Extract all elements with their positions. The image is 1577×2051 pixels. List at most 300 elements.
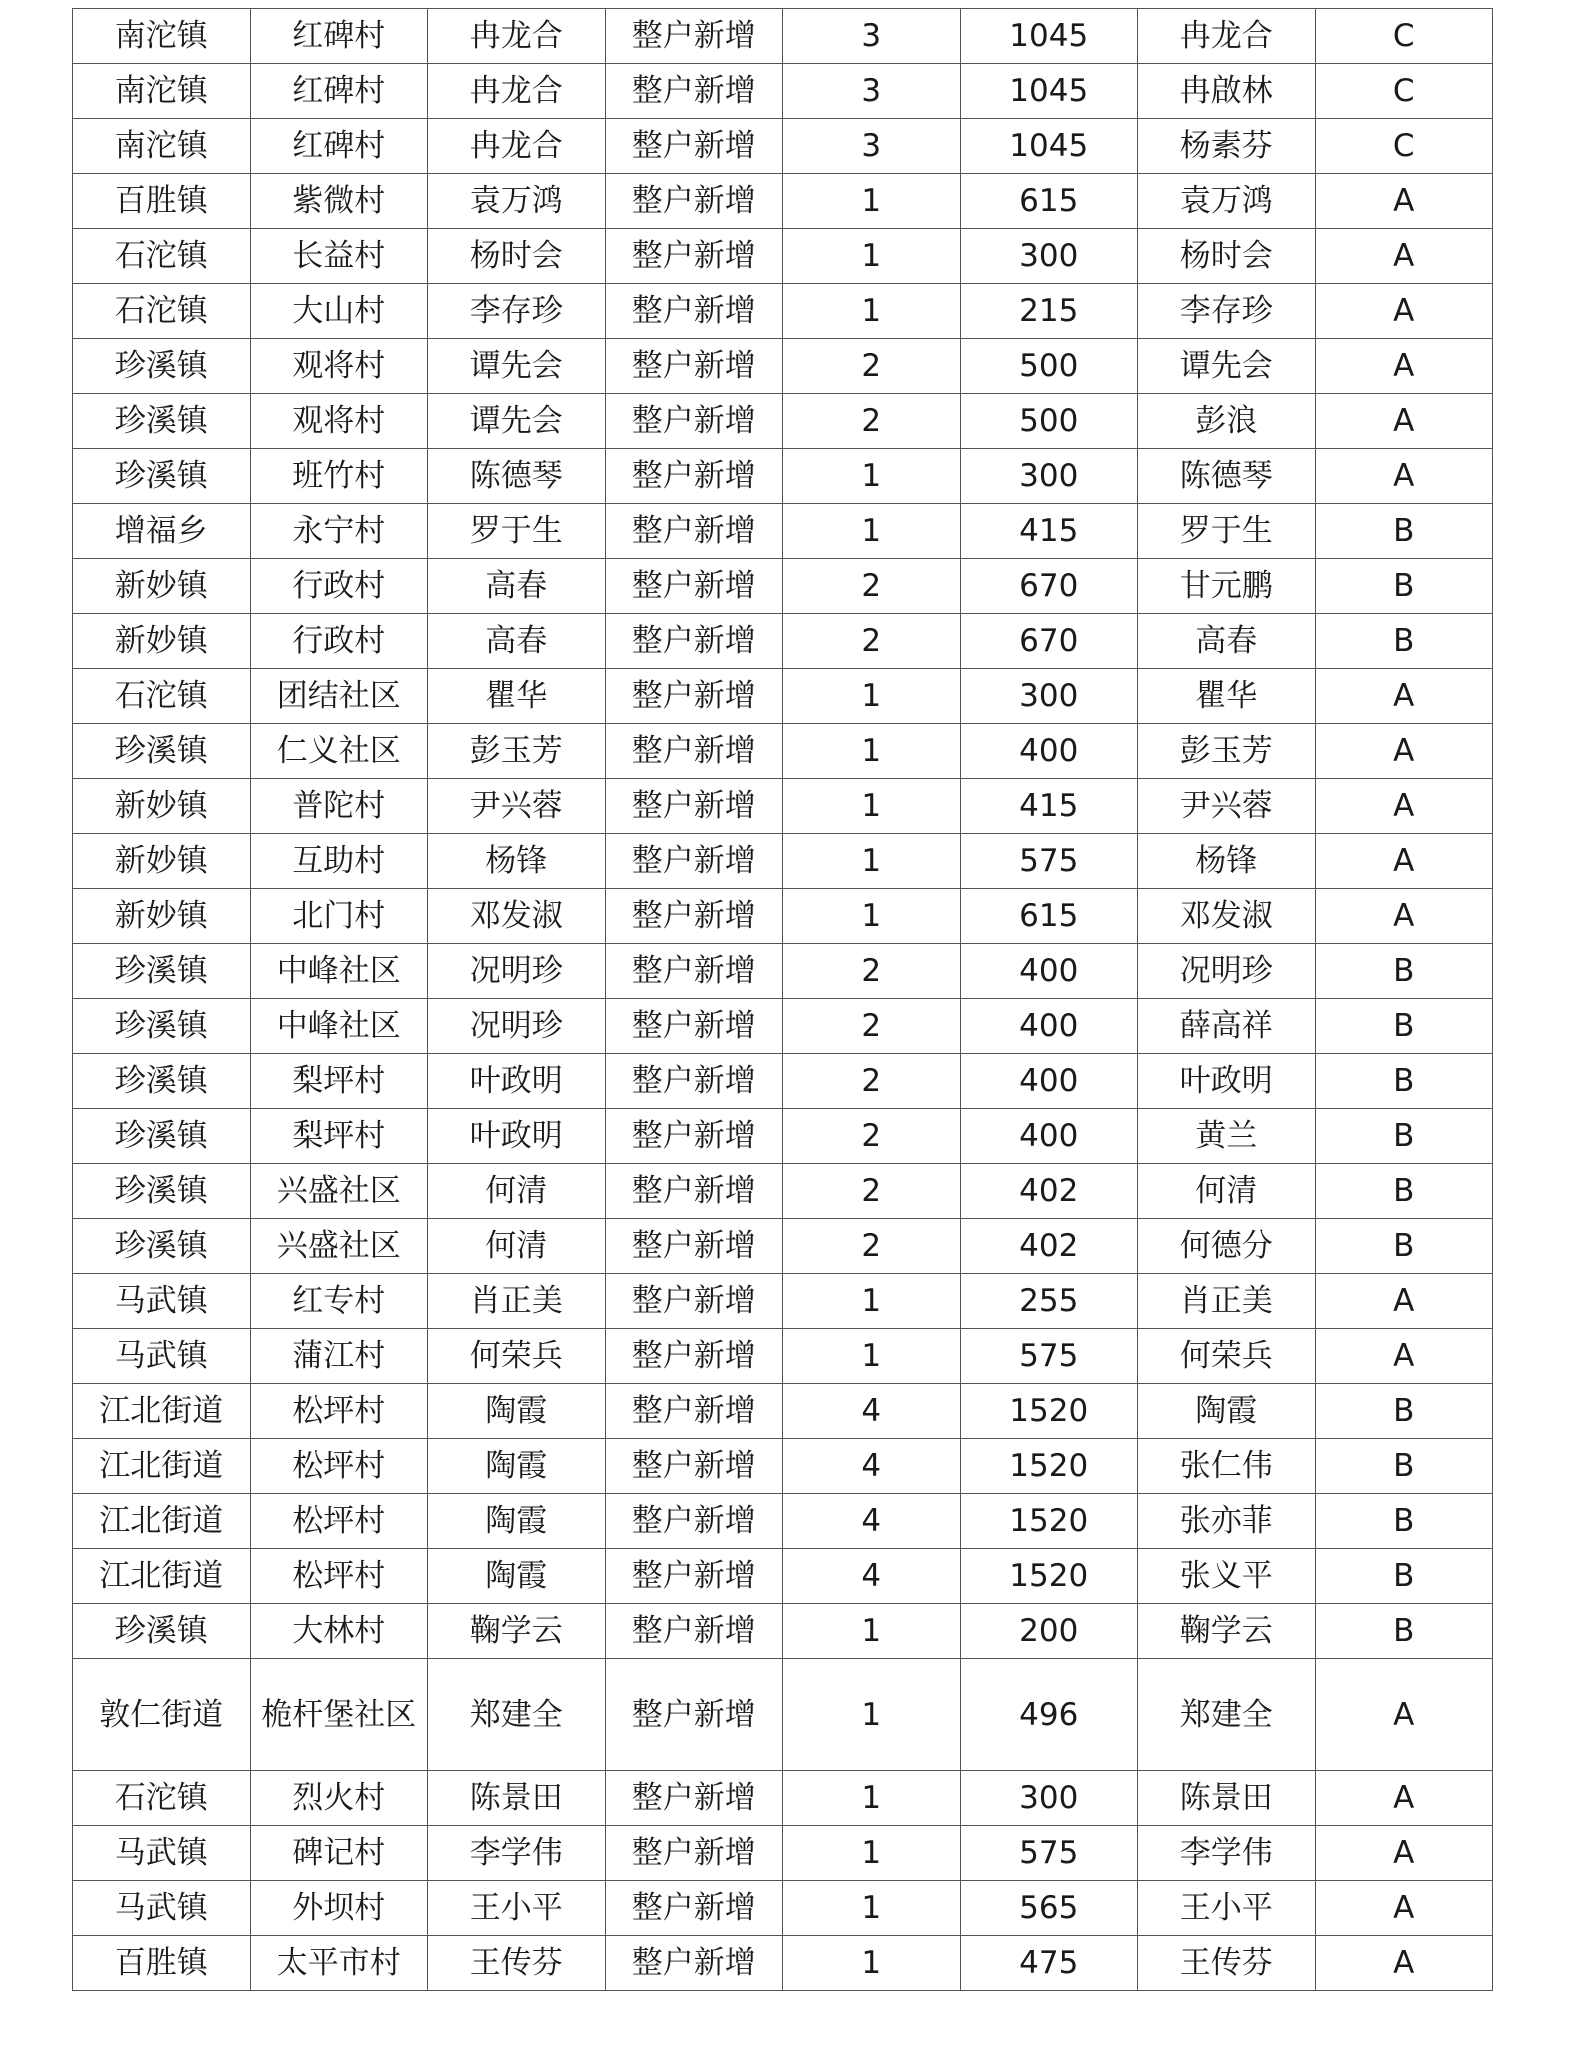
table-row (73, 1494, 1493, 1549)
village-cell: 松坪村 (250, 1439, 428, 1494)
amount-cell: 496 (960, 1659, 1138, 1771)
household-head-cell: 何清 (428, 1164, 606, 1219)
household-head-cell: 高春 (428, 614, 606, 669)
village-cell: 红碑村 (250, 9, 428, 64)
household-size-cell: 1 (783, 229, 961, 284)
type-cell: 整户新增 (605, 119, 783, 174)
household-size-cell: 2 (783, 944, 961, 999)
household-head-cell: 冉龙合 (428, 119, 606, 174)
table-row (73, 1109, 1493, 1164)
town-cell: 珍溪镇 (73, 724, 251, 779)
village-cell: 外坝村 (250, 1881, 428, 1936)
type-cell: 整户新增 (605, 1274, 783, 1329)
amount-cell: 575 (960, 1329, 1138, 1384)
household-size-cell: 1 (783, 669, 961, 724)
member-name-cell: 况明珍 (1138, 944, 1316, 999)
grade-cell: A (1315, 669, 1493, 724)
member-name-cell: 郑建全 (1138, 1659, 1316, 1771)
type-cell: 整户新增 (605, 1771, 783, 1826)
village-cell: 长益村 (250, 229, 428, 284)
town-cell: 珍溪镇 (73, 1109, 251, 1164)
town-cell: 新妙镇 (73, 559, 251, 614)
household-size-cell: 4 (783, 1494, 961, 1549)
grade-cell: B (1315, 1494, 1493, 1549)
member-name-cell: 彭浪 (1138, 394, 1316, 449)
town-cell: 新妙镇 (73, 614, 251, 669)
household-size-cell: 3 (783, 64, 961, 119)
village-cell: 兴盛社区 (250, 1219, 428, 1274)
member-name-cell: 邓发淑 (1138, 889, 1316, 944)
household-size-cell: 1 (783, 174, 961, 229)
household-size-cell: 4 (783, 1439, 961, 1494)
household-size-cell: 1 (783, 724, 961, 779)
town-cell: 百胜镇 (73, 1936, 251, 1991)
member-name-cell: 谭先会 (1138, 339, 1316, 394)
table-row (73, 229, 1493, 284)
town-cell: 珍溪镇 (73, 944, 251, 999)
village-cell: 紫微村 (250, 174, 428, 229)
table-row (73, 174, 1493, 229)
grade-cell: B (1315, 1219, 1493, 1274)
type-cell: 整户新增 (605, 1881, 783, 1936)
type-cell: 整户新增 (605, 614, 783, 669)
amount-cell: 215 (960, 284, 1138, 339)
town-cell: 南沱镇 (73, 9, 251, 64)
grade-cell: B (1315, 1439, 1493, 1494)
household-head-cell: 何清 (428, 1219, 606, 1274)
type-cell: 整户新增 (605, 394, 783, 449)
town-cell: 珍溪镇 (73, 1164, 251, 1219)
household-size-cell: 1 (783, 504, 961, 559)
household-head-cell: 陶霞 (428, 1384, 606, 1439)
household-size-cell: 2 (783, 1054, 961, 1109)
table-row (73, 1881, 1493, 1936)
household-head-cell: 高春 (428, 559, 606, 614)
grade-cell: A (1315, 889, 1493, 944)
type-cell: 整户新增 (605, 1549, 783, 1604)
household-size-cell: 1 (783, 449, 961, 504)
household-head-cell: 陈景田 (428, 1771, 606, 1826)
household-size-cell: 2 (783, 394, 961, 449)
household-head-cell: 陶霞 (428, 1549, 606, 1604)
town-cell: 马武镇 (73, 1881, 251, 1936)
amount-cell: 415 (960, 779, 1138, 834)
member-name-cell: 何德分 (1138, 1219, 1316, 1274)
village-cell: 行政村 (250, 559, 428, 614)
amount-cell: 500 (960, 339, 1138, 394)
type-cell: 整户新增 (605, 1164, 783, 1219)
record-table-container (72, 8, 1492, 1991)
amount-cell: 1045 (960, 64, 1138, 119)
grade-cell: A (1315, 229, 1493, 284)
town-cell: 增福乡 (73, 504, 251, 559)
member-name-cell: 尹兴蓉 (1138, 779, 1316, 834)
household-size-cell: 2 (783, 1109, 961, 1164)
grade-cell: B (1315, 1549, 1493, 1604)
household-head-cell: 罗于生 (428, 504, 606, 559)
town-cell: 马武镇 (73, 1329, 251, 1384)
town-cell: 珍溪镇 (73, 449, 251, 504)
village-cell: 松坪村 (250, 1384, 428, 1439)
village-cell: 大山村 (250, 284, 428, 339)
table-row (73, 1826, 1493, 1881)
village-cell: 红专村 (250, 1274, 428, 1329)
grade-cell: B (1315, 944, 1493, 999)
amount-cell: 400 (960, 1054, 1138, 1109)
household-size-cell: 3 (783, 9, 961, 64)
grade-cell: C (1315, 64, 1493, 119)
household-size-cell: 1 (783, 1771, 961, 1826)
amount-cell: 565 (960, 1881, 1138, 1936)
table-row (73, 999, 1493, 1054)
amount-cell: 615 (960, 174, 1138, 229)
member-name-cell: 陈德琴 (1138, 449, 1316, 504)
town-cell: 珍溪镇 (73, 999, 251, 1054)
grade-cell: A (1315, 1771, 1493, 1826)
type-cell: 整户新增 (605, 229, 783, 284)
town-cell: 石沱镇 (73, 229, 251, 284)
amount-cell: 400 (960, 999, 1138, 1054)
household-head-cell: 杨时会 (428, 229, 606, 284)
amount-cell: 400 (960, 1109, 1138, 1164)
amount-cell: 300 (960, 669, 1138, 724)
grade-cell: B (1315, 1384, 1493, 1439)
town-cell: 珍溪镇 (73, 1219, 251, 1274)
town-cell: 新妙镇 (73, 889, 251, 944)
household-head-cell: 谭先会 (428, 394, 606, 449)
amount-cell: 670 (960, 614, 1138, 669)
household-head-cell: 冉龙合 (428, 64, 606, 119)
table-row (73, 64, 1493, 119)
household-size-cell: 1 (783, 1826, 961, 1881)
grade-cell: B (1315, 999, 1493, 1054)
table-row (73, 504, 1493, 559)
town-cell: 珍溪镇 (73, 339, 251, 394)
town-cell: 江北街道 (73, 1549, 251, 1604)
village-cell: 大林村 (250, 1604, 428, 1659)
type-cell: 整户新增 (605, 1494, 783, 1549)
type-cell: 整户新增 (605, 64, 783, 119)
member-name-cell: 甘元鹏 (1138, 559, 1316, 614)
amount-cell: 1520 (960, 1439, 1138, 1494)
amount-cell: 402 (960, 1164, 1138, 1219)
record-table-body (73, 9, 1493, 1991)
town-cell: 石沱镇 (73, 669, 251, 724)
member-name-cell: 何清 (1138, 1164, 1316, 1219)
amount-cell: 1045 (960, 9, 1138, 64)
grade-cell: B (1315, 1164, 1493, 1219)
amount-cell: 500 (960, 394, 1138, 449)
village-cell: 碑记村 (250, 1826, 428, 1881)
village-cell: 北门村 (250, 889, 428, 944)
household-head-cell: 叶政明 (428, 1109, 606, 1164)
village-cell: 红碑村 (250, 119, 428, 174)
household-size-cell: 1 (783, 1659, 961, 1771)
table-row (73, 1659, 1493, 1771)
household-head-cell: 陶霞 (428, 1439, 606, 1494)
grade-cell: B (1315, 1604, 1493, 1659)
amount-cell: 255 (960, 1274, 1138, 1329)
record-table (72, 8, 1493, 1991)
type-cell: 整户新增 (605, 1604, 783, 1659)
table-row (73, 1604, 1493, 1659)
household-head-cell: 瞿华 (428, 669, 606, 724)
amount-cell: 200 (960, 1604, 1138, 1659)
household-head-cell: 谭先会 (428, 339, 606, 394)
town-cell: 江北街道 (73, 1384, 251, 1439)
village-cell: 中峰社区 (250, 999, 428, 1054)
type-cell: 整户新增 (605, 174, 783, 229)
household-size-cell: 2 (783, 614, 961, 669)
grade-cell: A (1315, 339, 1493, 394)
table-row (73, 1329, 1493, 1384)
household-head-cell: 邓发淑 (428, 889, 606, 944)
type-cell: 整户新增 (605, 1219, 783, 1274)
table-row (73, 669, 1493, 724)
village-cell: 梨坪村 (250, 1109, 428, 1164)
town-cell: 珍溪镇 (73, 1604, 251, 1659)
member-name-cell: 张亦菲 (1138, 1494, 1316, 1549)
amount-cell: 670 (960, 559, 1138, 614)
household-head-cell: 何荣兵 (428, 1329, 606, 1384)
village-cell: 松坪村 (250, 1549, 428, 1604)
household-size-cell: 1 (783, 1604, 961, 1659)
grade-cell: B (1315, 559, 1493, 614)
member-name-cell: 杨时会 (1138, 229, 1316, 284)
household-head-cell: 李学伟 (428, 1826, 606, 1881)
member-name-cell: 袁万鸿 (1138, 174, 1316, 229)
town-cell: 百胜镇 (73, 174, 251, 229)
town-cell: 敦仁街道 (73, 1659, 251, 1771)
village-cell: 仁义社区 (250, 724, 428, 779)
village-cell: 松坪村 (250, 1494, 428, 1549)
type-cell: 整户新增 (605, 284, 783, 339)
type-cell: 整户新增 (605, 1659, 783, 1771)
household-size-cell: 2 (783, 1219, 961, 1274)
village-cell: 观将村 (250, 339, 428, 394)
table-row (73, 724, 1493, 779)
town-cell: 南沱镇 (73, 119, 251, 174)
member-name-cell: 李存珍 (1138, 284, 1316, 339)
table-row (73, 449, 1493, 504)
type-cell: 整户新增 (605, 9, 783, 64)
type-cell: 整户新增 (605, 669, 783, 724)
member-name-cell: 张义平 (1138, 1549, 1316, 1604)
table-row (73, 1274, 1493, 1329)
amount-cell: 475 (960, 1936, 1138, 1991)
grade-cell: A (1315, 1329, 1493, 1384)
town-cell: 江北街道 (73, 1494, 251, 1549)
household-head-cell: 陶霞 (428, 1494, 606, 1549)
household-head-cell: 李存珍 (428, 284, 606, 339)
amount-cell: 575 (960, 834, 1138, 889)
village-cell: 普陀村 (250, 779, 428, 834)
grade-cell: A (1315, 174, 1493, 229)
village-cell: 太平市村 (250, 1936, 428, 1991)
town-cell: 珍溪镇 (73, 1054, 251, 1109)
town-cell: 马武镇 (73, 1826, 251, 1881)
table-row (73, 779, 1493, 834)
household-head-cell: 王传芬 (428, 1936, 606, 1991)
household-head-cell: 尹兴蓉 (428, 779, 606, 834)
grade-cell: A (1315, 449, 1493, 504)
grade-cell: C (1315, 9, 1493, 64)
grade-cell: B (1315, 614, 1493, 669)
table-row (73, 834, 1493, 889)
table-row (73, 614, 1493, 669)
household-head-cell: 袁万鸿 (428, 174, 606, 229)
amount-cell: 415 (960, 504, 1138, 559)
village-cell: 蒲江村 (250, 1329, 428, 1384)
member-name-cell: 陶霞 (1138, 1384, 1316, 1439)
village-cell: 互助村 (250, 834, 428, 889)
table-row (73, 1439, 1493, 1494)
amount-cell: 400 (960, 724, 1138, 779)
household-head-cell: 彭玉芳 (428, 724, 606, 779)
member-name-cell: 黄兰 (1138, 1109, 1316, 1164)
grade-cell: A (1315, 1659, 1493, 1771)
amount-cell: 402 (960, 1219, 1138, 1274)
table-row (73, 339, 1493, 394)
table-row (73, 119, 1493, 174)
grade-cell: A (1315, 834, 1493, 889)
grade-cell: A (1315, 1936, 1493, 1991)
household-size-cell: 2 (783, 1164, 961, 1219)
grade-cell: A (1315, 724, 1493, 779)
type-cell: 整户新增 (605, 724, 783, 779)
member-name-cell: 李学伟 (1138, 1826, 1316, 1881)
table-row (73, 889, 1493, 944)
town-cell: 珍溪镇 (73, 394, 251, 449)
member-name-cell: 鞠学云 (1138, 1604, 1316, 1659)
household-size-cell: 1 (783, 779, 961, 834)
grade-cell: A (1315, 394, 1493, 449)
type-cell: 整户新增 (605, 1936, 783, 1991)
household-size-cell: 1 (783, 1274, 961, 1329)
member-name-cell: 叶政明 (1138, 1054, 1316, 1109)
member-name-cell: 杨锋 (1138, 834, 1316, 889)
town-cell: 南沱镇 (73, 64, 251, 119)
type-cell: 整户新增 (605, 1439, 783, 1494)
grade-cell: A (1315, 1881, 1493, 1936)
type-cell: 整户新增 (605, 1826, 783, 1881)
household-size-cell: 3 (783, 119, 961, 174)
type-cell: 整户新增 (605, 999, 783, 1054)
household-size-cell: 1 (783, 284, 961, 339)
grade-cell: B (1315, 504, 1493, 559)
member-name-cell: 瞿华 (1138, 669, 1316, 724)
household-head-cell: 况明珍 (428, 944, 606, 999)
type-cell: 整户新增 (605, 1109, 783, 1164)
household-head-cell: 叶政明 (428, 1054, 606, 1109)
grade-cell: B (1315, 1109, 1493, 1164)
household-head-cell: 杨锋 (428, 834, 606, 889)
table-row (73, 1054, 1493, 1109)
village-cell: 桅杆堡社区 (250, 1659, 428, 1771)
town-cell: 马武镇 (73, 1274, 251, 1329)
amount-cell: 1520 (960, 1549, 1138, 1604)
household-head-cell: 陈德琴 (428, 449, 606, 504)
table-row (73, 1936, 1493, 1991)
household-size-cell: 1 (783, 1329, 961, 1384)
village-cell: 兴盛社区 (250, 1164, 428, 1219)
member-name-cell: 薛高祥 (1138, 999, 1316, 1054)
type-cell: 整户新增 (605, 504, 783, 559)
village-cell: 团结社区 (250, 669, 428, 724)
member-name-cell: 王传芬 (1138, 1936, 1316, 1991)
type-cell: 整户新增 (605, 1384, 783, 1439)
type-cell: 整户新增 (605, 559, 783, 614)
household-size-cell: 1 (783, 834, 961, 889)
village-cell: 班竹村 (250, 449, 428, 504)
member-name-cell: 肖正美 (1138, 1274, 1316, 1329)
town-cell: 石沱镇 (73, 284, 251, 339)
household-head-cell: 王小平 (428, 1881, 606, 1936)
household-size-cell: 2 (783, 999, 961, 1054)
amount-cell: 615 (960, 889, 1138, 944)
member-name-cell: 何荣兵 (1138, 1329, 1316, 1384)
village-cell: 永宁村 (250, 504, 428, 559)
table-row (73, 9, 1493, 64)
member-name-cell: 冉龙合 (1138, 9, 1316, 64)
amount-cell: 575 (960, 1826, 1138, 1881)
household-size-cell: 2 (783, 339, 961, 394)
household-head-cell: 鞠学云 (428, 1604, 606, 1659)
member-name-cell: 张仁伟 (1138, 1439, 1316, 1494)
table-row (73, 559, 1493, 614)
type-cell: 整户新增 (605, 339, 783, 394)
member-name-cell: 陈景田 (1138, 1771, 1316, 1826)
village-cell: 红碑村 (250, 64, 428, 119)
member-name-cell: 杨素芬 (1138, 119, 1316, 174)
member-name-cell: 高春 (1138, 614, 1316, 669)
town-cell: 新妙镇 (73, 834, 251, 889)
amount-cell: 1045 (960, 119, 1138, 174)
table-row (73, 284, 1493, 339)
member-name-cell: 彭玉芳 (1138, 724, 1316, 779)
type-cell: 整户新增 (605, 449, 783, 504)
village-cell: 观将村 (250, 394, 428, 449)
village-cell: 梨坪村 (250, 1054, 428, 1109)
amount-cell: 300 (960, 1771, 1138, 1826)
town-cell: 新妙镇 (73, 779, 251, 834)
table-row (73, 394, 1493, 449)
village-cell: 行政村 (250, 614, 428, 669)
type-cell: 整户新增 (605, 889, 783, 944)
member-name-cell: 冉啟林 (1138, 64, 1316, 119)
table-row (73, 1164, 1493, 1219)
household-size-cell: 4 (783, 1384, 961, 1439)
table-row (73, 1384, 1493, 1439)
grade-cell: A (1315, 284, 1493, 339)
amount-cell: 300 (960, 229, 1138, 284)
member-name-cell: 罗于生 (1138, 504, 1316, 559)
amount-cell: 400 (960, 944, 1138, 999)
household-size-cell: 2 (783, 559, 961, 614)
table-row (73, 1219, 1493, 1274)
household-size-cell: 4 (783, 1549, 961, 1604)
household-head-cell: 郑建全 (428, 1659, 606, 1771)
town-cell: 石沱镇 (73, 1771, 251, 1826)
household-size-cell: 1 (783, 889, 961, 944)
village-cell: 烈火村 (250, 1771, 428, 1826)
household-head-cell: 肖正美 (428, 1274, 606, 1329)
grade-cell: C (1315, 119, 1493, 174)
town-cell: 江北街道 (73, 1439, 251, 1494)
member-name-cell: 王小平 (1138, 1881, 1316, 1936)
amount-cell: 300 (960, 449, 1138, 504)
table-row (73, 1771, 1493, 1826)
